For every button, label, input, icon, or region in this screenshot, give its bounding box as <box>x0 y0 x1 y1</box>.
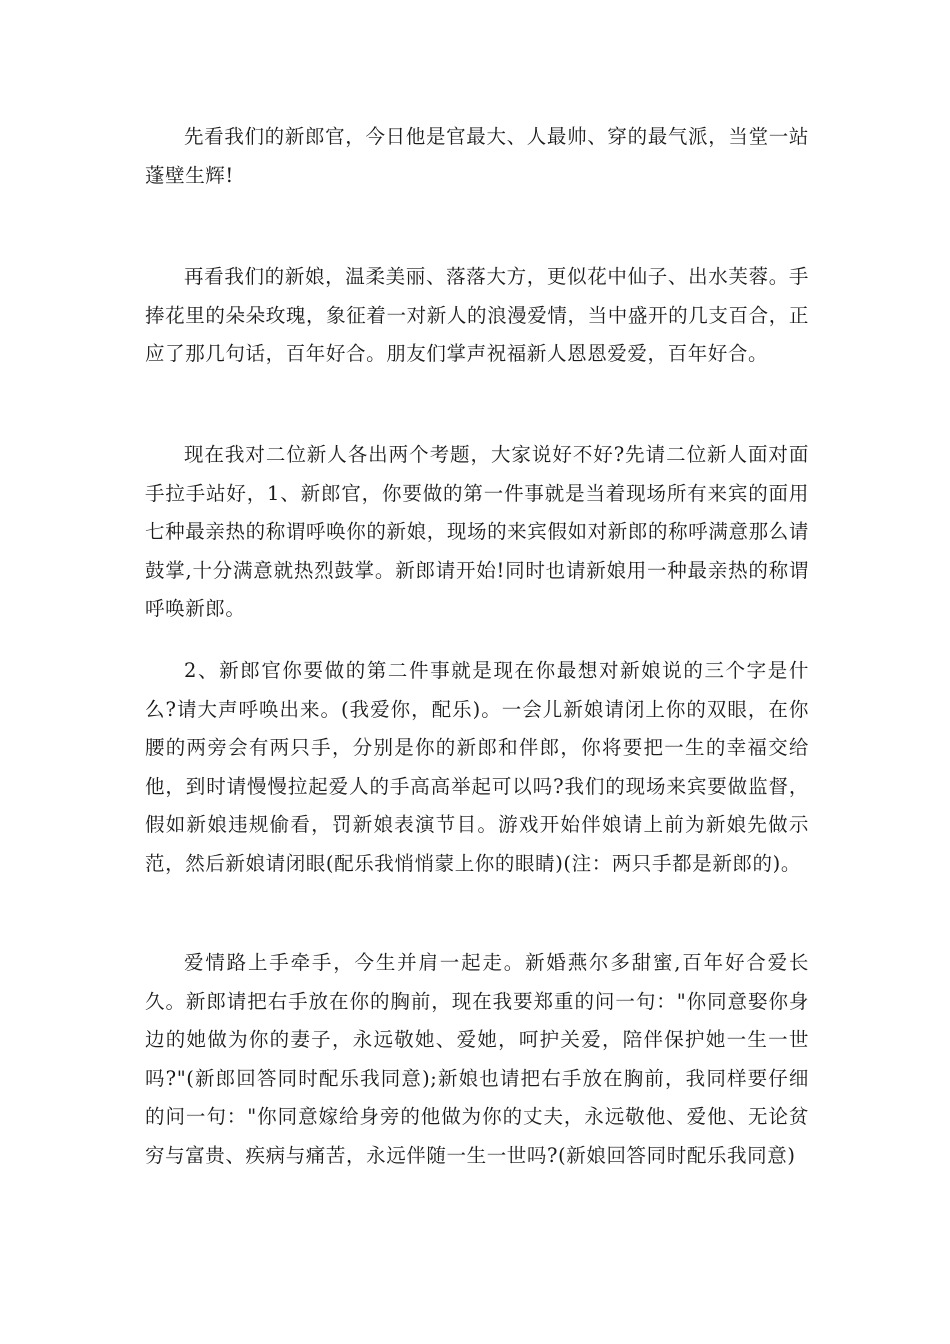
paragraph-bride-intro: 再看我们的新娘，温柔美丽、落落大方，更似花中仙子、出水芙蓉。手捧花里的朵朵玫瑰，象征着一对新人的浪漫爱情，当中盛开的几支百合，正应了那几句话，百年好合。朋友们掌声祝福新人恩恩爱爱，百年好合。 <box>145 265 809 365</box>
paragraph-vows: 爱情路上手牵手，今生并肩一起走。新婚燕尔多甜蜜,百年好合爱长久。新郎请把右手放在你的胸前，现在我要郑重的问一句："你同意娶你身边的她做为你的妻子，永远敬她、爱她，呵护关爱，陪伴保护她一生一世吗?"(新郎回答同时配乐我同意);新娘也请把右手放在胸前，我同样要仔细的问一句："你同意嫁给身旁的他做为你的丈夫，永远敬他、爱他、无论贫穷与富贵、疾病与痛苦，永远伴随一生一世吗?(新娘回答同时配乐我同意) <box>145 951 809 1167</box>
paragraph-first-task: 现在我对二位新人各出两个考题，大家说好不好?先请二位新人面对面手拉手站好，1、新郎官，你要做的第一件事就是当着现场所有来宾的面用七种最亲热的称谓呼唤你的新娘，现场的来宾假如对新郎的称呼满意那么请鼓掌,十分满意就热烈鼓掌。新郎请开始!同时也请新娘用一种最亲热的称谓呼唤新郎。 <box>145 443 809 620</box>
paragraph-groom-intro: 先看我们的新郎官，今日他是官最大、人最帅、穿的最气派，当堂一站蓬壁生辉! <box>145 125 809 187</box>
paragraph-second-task: 2、新郎官你要做的第二件事就是现在你最想对新娘说的三个字是什么?请大声呼唤出来。(我爱你，配乐)。一会儿新娘请闭上你的双眼，在你腰的两旁会有两只手，分别是你的新郎和伴郎，你将要把一生的幸福交给他，到时请慢慢拉起爱人的手高高举起可以吗?我们的现场来宾要做监督，假如新娘违规偷看，罚新娘表演节目。游戏开始伴娘请上前为新娘先做示范，然后新娘请闭眼(配乐我悄悄蒙上你的眼睛)(注：两只手都是新郎的)。 <box>145 659 809 875</box>
